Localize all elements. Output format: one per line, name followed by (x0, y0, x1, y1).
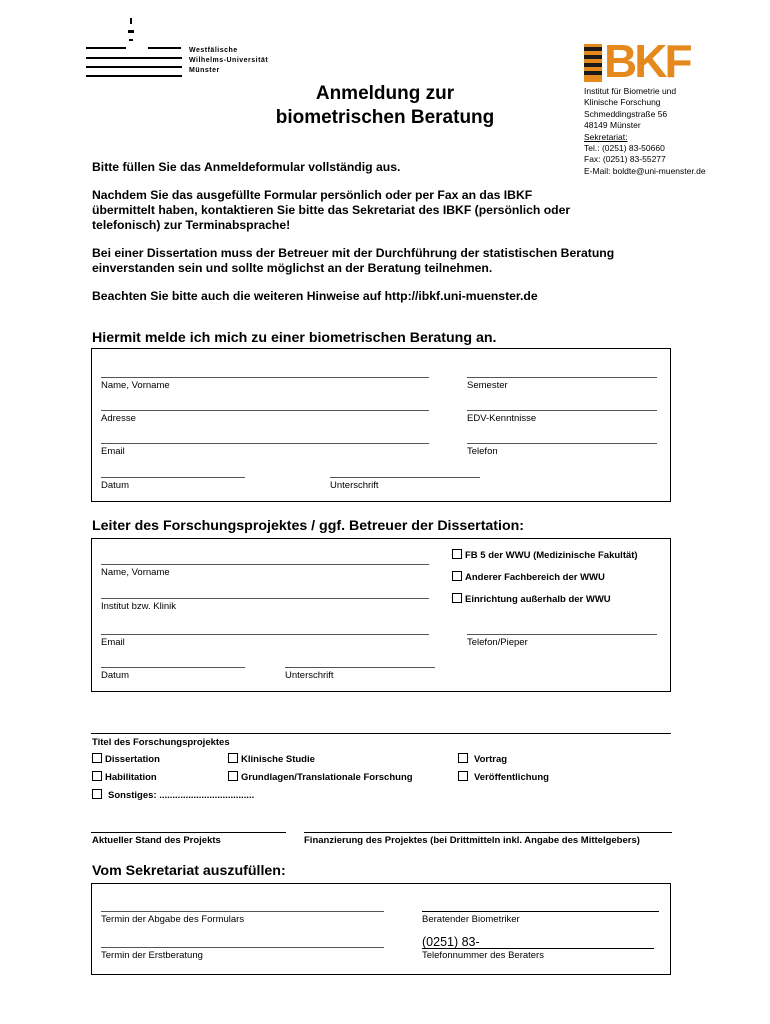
advisor-phone-label: Telefonnummer des Beraters (422, 950, 544, 961)
type-other[interactable]: Sonstiges: .................................... (92, 789, 254, 801)
type-talk[interactable]: Vortrag (458, 753, 507, 765)
funding-field[interactable] (304, 832, 672, 833)
university-emblem (128, 18, 134, 48)
supervisor-signature-field[interactable] (285, 667, 435, 668)
page-title-line-2: biometrischen Beratung (275, 107, 495, 128)
option-fb5[interactable]: FB 5 der WWU (Medizinische Fakultät) (452, 549, 638, 561)
advisor-phone-prefix: (0251) 83- (422, 935, 480, 949)
advisor-label: Beratender Biometriker (422, 914, 520, 925)
phone-field[interactable] (467, 443, 657, 444)
address-field[interactable] (101, 410, 429, 411)
email-label: Email (101, 446, 125, 457)
funding-label: Finanzierung des Projektes (bei Drittmitteln inkl. Angabe des Mittelgebers) (304, 835, 640, 846)
intro-paragraph-3: Bei einer Dissertation muss der Betreuer mit der Durchführung der statistischen Beratung einverstanden sein und sollte möglichst an der Beratung teilnehmen. (92, 246, 615, 275)
supervisor-email-label: Email (101, 637, 125, 648)
university-name-3: Münster (189, 67, 220, 74)
checkbox[interactable] (452, 593, 462, 603)
first-consultation-field[interactable] (101, 947, 384, 948)
date-label: Datum (101, 480, 129, 491)
phone-label: Telefon (467, 446, 498, 457)
secretariat-box (91, 883, 671, 975)
name-label: Name, Vorname (101, 380, 170, 391)
section2-heading: Leiter des Forschungsprojektes / ggf. Betreuer der Dissertation: (92, 518, 525, 534)
submission-date-label: Termin der Abgabe des Formulars (101, 914, 245, 925)
university-name-1: Westfälische (189, 47, 238, 54)
checkbox[interactable] (92, 771, 102, 781)
intro-paragraph-4: Beachten Sie bitte auch die weiteren Hinweise auf http://ibkf.uni-muenster.de (92, 289, 538, 303)
supervisor-email-field[interactable] (101, 634, 429, 635)
checkbox[interactable] (452, 549, 462, 559)
name-field[interactable] (101, 377, 429, 378)
address-label: Adresse (101, 413, 136, 424)
option-other-department[interactable]: Anderer Fachbereich der WWU (452, 571, 605, 583)
type-habilitation[interactable]: Habilitation (92, 771, 157, 783)
intro-paragraph-1: Bitte füllen Sie das Anmeldeformular vollständig aus. (92, 160, 401, 174)
semester-field[interactable] (467, 377, 657, 378)
advisor-phone-field[interactable] (422, 948, 654, 949)
ibkf-pillar-icon (584, 44, 602, 82)
page-title-line-1: Anmeldung zur (315, 83, 455, 104)
checkbox[interactable] (228, 771, 238, 781)
project-title-field[interactable] (91, 733, 671, 734)
institute-field[interactable] (101, 598, 429, 599)
university-name-2: Wilhelms-Universität (189, 57, 269, 64)
type-dissertation[interactable]: Dissertation (92, 753, 160, 765)
supervisor-box (91, 538, 671, 692)
first-consultation-label: Termin der Erstberatung (101, 950, 203, 961)
email-field[interactable] (101, 443, 429, 444)
edv-field[interactable] (467, 410, 657, 411)
checkbox[interactable] (92, 789, 102, 799)
pager-field[interactable] (467, 634, 657, 635)
institute-label: Institut bzw. Klinik (101, 601, 176, 612)
edv-label: EDV-Kenntnisse (467, 413, 537, 424)
advisor-field[interactable] (422, 911, 659, 912)
checkbox[interactable] (458, 753, 468, 763)
supervisor-date-field[interactable] (101, 667, 245, 668)
signature-label: Unterschrift (330, 480, 379, 491)
project-title-label: Titel des Forschungsprojektes (92, 737, 230, 748)
semester-label: Semester (467, 380, 508, 391)
option-external[interactable]: Einrichtung außerhalb der WWU (452, 593, 611, 605)
checkbox[interactable] (452, 571, 462, 581)
secretariat-heading: Vom Sekretariat auszufüllen: (92, 863, 286, 879)
checkbox[interactable] (92, 753, 102, 763)
type-basic-research[interactable]: Grundlagen/Translationale Forschung (228, 771, 413, 783)
type-clinical-study[interactable]: Klinische Studie (228, 753, 315, 765)
signature-field[interactable] (330, 477, 480, 478)
applicant-box (91, 348, 671, 502)
section1-heading: Hiermit melde ich mich zu einer biometrischen Beratung an. (92, 330, 497, 346)
status-field[interactable] (91, 832, 286, 833)
intro-paragraph-2: Nachdem Sie das ausgefüllte Formular persönlich oder per Fax an das IBKF übermittelt haben, kontaktieren Sie bitte das Sekretariat des IBKF (persönlich oder telefonisch) zur Terminabsprache! (92, 188, 571, 232)
supervisor-name-label: Name, Vorname (101, 567, 170, 578)
supervisor-date-label: Datum (101, 670, 129, 681)
institute-info: Institut für Biometrie und Klinische Forschung Schmeddingstraße 56 48149 Münster Sekretariat: Tel.: (0251) 83-50660 Fax: (0251) 83-55277 E-Mail: boldte@uni-muenster.de (584, 86, 706, 176)
checkbox[interactable] (458, 771, 468, 781)
submission-date-field[interactable] (101, 911, 384, 912)
ibkf-logo-text: BKF (604, 35, 690, 87)
type-publication[interactable]: Veröffentlichung (458, 771, 549, 783)
status-label: Aktueller Stand des Projekts (92, 835, 221, 846)
supervisor-name-field[interactable] (101, 564, 429, 565)
date-field[interactable] (101, 477, 245, 478)
supervisor-signature-label: Unterschrift (285, 670, 334, 681)
checkbox[interactable] (228, 753, 238, 763)
pager-label: Telefon/Pieper (467, 637, 528, 648)
